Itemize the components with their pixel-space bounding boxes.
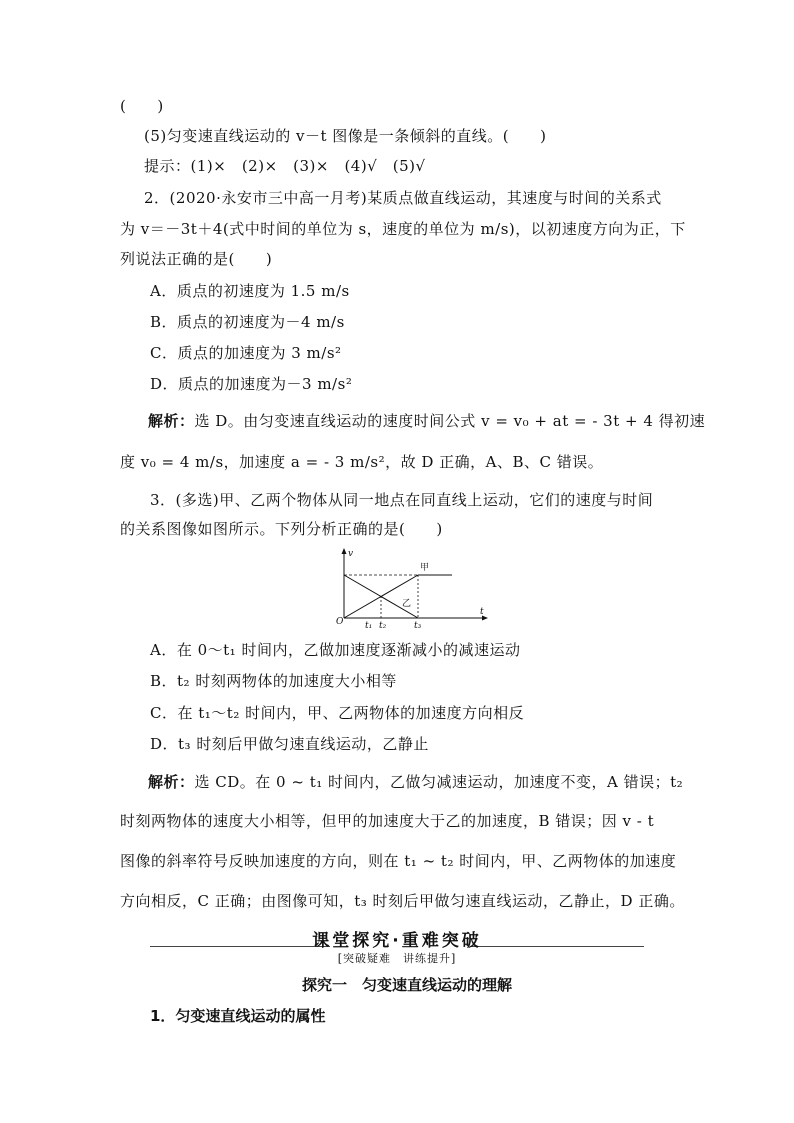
statement-5: (5)匀变速直线运动的 v－t 图像是一条倾斜的直线。( ) — [144, 127, 547, 145]
section-banner — [150, 926, 644, 968]
q3-answer-line-4: 方向相反，C 正确；由图像可知，t₃ 时刻后甲做匀速直线运动，乙静止，D 正确。 — [120, 892, 685, 910]
t1-label: t₁ — [365, 621, 373, 628]
q3-answer-line-1 — [148, 772, 683, 792]
t2-label: t₂ — [379, 621, 387, 628]
q2-answer-line-2: 度 v₀ = 4 m/s，加速度 a = - 3 m/s²，故 D 正确，A、B、C 错误。 — [120, 453, 604, 471]
yi-label: 乙 — [402, 599, 412, 609]
q2-line-1 — [144, 188, 662, 208]
q3-option-c: C．在 t₁～t₂ 时间内，甲、乙两物体的加速度方向相反 — [150, 704, 525, 722]
section-heading: 探究一 匀变速直线运动的理解 — [302, 976, 513, 994]
section-item-1: 1．匀变速直线运动的属性 — [150, 1007, 326, 1025]
banner-title: 课堂探究·重难突破 — [312, 931, 482, 951]
q2-option-a: A．质点的初速度为 1.5 m/s — [150, 282, 350, 300]
hint-line: 提示：(1)× (2)× (3)× (4)√ (5)√ — [144, 157, 426, 175]
v-axis-label: v — [348, 549, 354, 559]
vt-graph-figure — [336, 548, 488, 628]
q3-answer-line-2: 时刻两物体的速度大小相等，但甲的加速度大于乙的加速度，B 错误；因 v - t — [120, 812, 655, 830]
q3-option-b: B．t₂ 时刻两物体的加速度大小相等 — [150, 672, 397, 690]
blank-parens: ( ) — [120, 97, 164, 115]
q3-answer-label: 解析： — [148, 773, 195, 791]
q3-option-a: A．在 0～t₁ 时间内，乙做加速度逐渐减小的减速运动 — [150, 641, 521, 659]
q2-option-b: B．质点的初速度为－4 m/s — [150, 313, 345, 331]
origin-label: O — [336, 617, 344, 627]
q2-answer-line-1 — [148, 411, 705, 431]
banner-subtitle: [突破疑难 讲练提升] — [337, 952, 457, 965]
jia-label: 甲 — [420, 563, 430, 573]
q3-number: 3． — [150, 491, 176, 509]
q2-line-2: 为 v＝－3t＋4(式中时间的单位为 s，速度的单位为 m/s)，以初速度方向为正，下 — [120, 220, 686, 238]
q2-text-1: 某质点做直线运动，其速度与时间的关系式 — [367, 189, 662, 207]
q2-source: (2020·永安市三中高一月考) — [169, 189, 368, 207]
t3-label: t₃ — [414, 621, 422, 628]
t-axis-label: t — [480, 607, 484, 617]
q3-answer-text-1: 选 CD。在 0 ~ t₁ 时间内，乙做匀减速运动，加速度不变，A 错误；t₂ — [194, 773, 684, 791]
v-axis-arrow — [342, 548, 347, 554]
q2-answer-label: 解析： — [148, 412, 195, 430]
q3-line-1 — [150, 490, 653, 510]
q3-text-1: 甲、乙两个物体从同一地点在同直线上运动，它们的速度与时间 — [219, 491, 654, 509]
q2-option-d: D．质点的加速度为－3 m/s² — [150, 375, 353, 393]
q3-answer-line-3: 图像的斜率符号反映加速度的方向，则在 t₁ ~ t₂ 时间内，甲、乙两物体的加速度 — [120, 852, 677, 870]
q2-number: 2． — [144, 189, 170, 207]
q2-answer-text-1: 选 D。由匀变速直线运动的速度时间公式 v = v₀ + at = - 3t + 4 得初速 — [194, 412, 706, 430]
q3-line-2: 的关系图像如图所示。下列分析正确的是( ) — [120, 520, 443, 538]
q2-option-c: C．质点的加速度为 3 m/s² — [150, 344, 342, 362]
q2-line-3: 列说法正确的是( ) — [120, 250, 273, 268]
q3-multi-tag: (多选) — [175, 491, 220, 509]
q3-option-d: D．t₃ 时刻后甲做匀速直线运动，乙静止 — [150, 735, 429, 753]
